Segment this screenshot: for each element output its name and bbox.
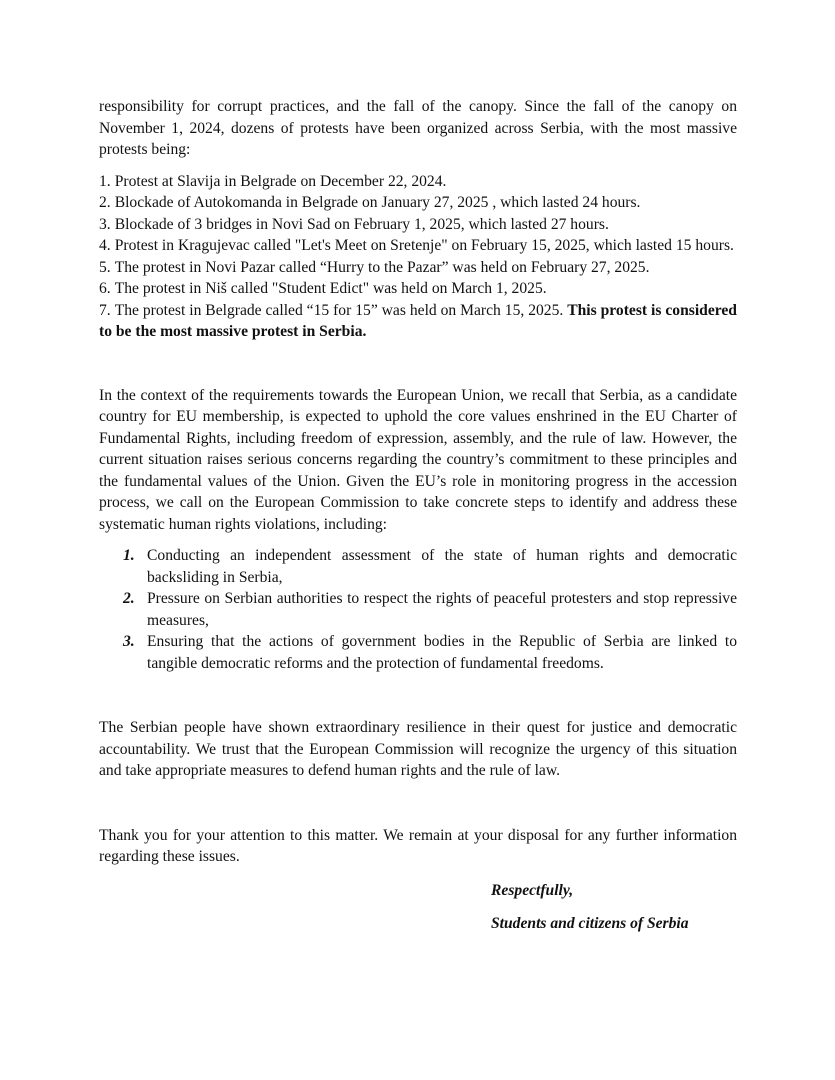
request-list (99, 545, 737, 674)
list-item-text: Blockade of Autokomanda in Belgrade on January 27, 2025 , which lasted 24 hours. (114, 194, 641, 211)
list-item-text: The protest in Novi Pazar called “Hurry to the Pazar” was held on February 27, 2025. (114, 258, 650, 276)
list-item-number: 7. (99, 301, 111, 319)
list-item-text: Conducting an independent assessment of the state of human rights and democratic backsliding in Serbia, (147, 547, 737, 586)
list-item (99, 214, 737, 236)
list-item-number: 1. (123, 547, 135, 564)
list-item-number: 2. (99, 194, 111, 211)
intro-paragraph: responsibility for corrupt practices, and the fall of the canopy. Since the fall of the canopy on November 1, 2024, dozens of protests have been organized across Serbia, with the most massive protests being: (99, 98, 737, 158)
signature-closing: Respectfully, (491, 881, 574, 899)
signature-block (491, 880, 737, 935)
list-item-number: 3. (123, 633, 135, 650)
list-item (99, 631, 737, 674)
context-paragraph: In the context of the requirements towards the European Union, we recall that Serbia, as a candidate country for EU membership, is expected to uphold the core values enshrined in the EU Charter of Fundamental Rights, including freedom of expression, assembly, and the rule of law. However, the current situation raises serious concerns regarding the country’s commitment to these principles and the fundamental values of the Union. Given the EU’s role in monitoring progress in the accession process, we call on the European Commission to take concrete steps to identify and address these systematic human rights violations, including: (99, 386, 737, 533)
list-item-text: Ensuring that the actions of government bodies in the Republic of Serbia are linked to tangible democratic reforms and the protection of fundamental freedoms. (147, 633, 737, 672)
list-item (99, 257, 737, 279)
list-item-number: 5. (99, 258, 111, 276)
list-item (99, 171, 737, 193)
document-page (99, 96, 737, 935)
list-item-number: 1. (99, 172, 111, 190)
list-item (99, 545, 737, 588)
list-item (99, 235, 737, 257)
list-item-text: Blockade of 3 bridges in Novi Sad on February 1, 2025, which lasted 27 hours. (114, 215, 609, 233)
resilience-paragraph: The Serbian people have shown extraordinary resilience in their quest for justice and democratic accountability. We trust that the European Commission will recognize the urgency of this situation and take appropriate measures to defend human rights and the rule of law. (99, 719, 737, 779)
list-item-emphasis: This protest is considered to be the most massive protest in Serbia. (99, 301, 737, 340)
list-item-number: 4. (99, 237, 111, 254)
protest-list (99, 171, 737, 343)
list-item-number: 3. (99, 215, 111, 233)
list-item-number: 2. (123, 590, 135, 607)
list-item-text: Protest in Kragujevac called "Let's Meet on Sretenje" on February 15, 2025, which lasted 15 hours. (114, 237, 734, 254)
list-item-text: The protest in Belgrade called “15 for 15” was held on March 15, 2025. (114, 301, 564, 319)
list-item-text: Pressure on Serbian authorities to respect the rights of peaceful protesters and stop repressive measures, (147, 590, 737, 629)
list-item-number: 6. (99, 280, 111, 297)
list-item-text: Protest at Slavija in Belgrade on December 22, 2024. (114, 172, 447, 190)
list-item (99, 192, 737, 214)
list-item (99, 300, 737, 343)
list-item (99, 278, 737, 300)
signature-signatory: Students and citizens of Serbia (491, 915, 689, 932)
thanks-paragraph: Thank you for your attention to this matter. We remain at your disposal for any further information regarding these issues. (99, 826, 737, 865)
list-item (99, 588, 737, 631)
list-item-text: The protest in Niš called "Student Edict" was held on March 1, 2025. (114, 280, 547, 297)
